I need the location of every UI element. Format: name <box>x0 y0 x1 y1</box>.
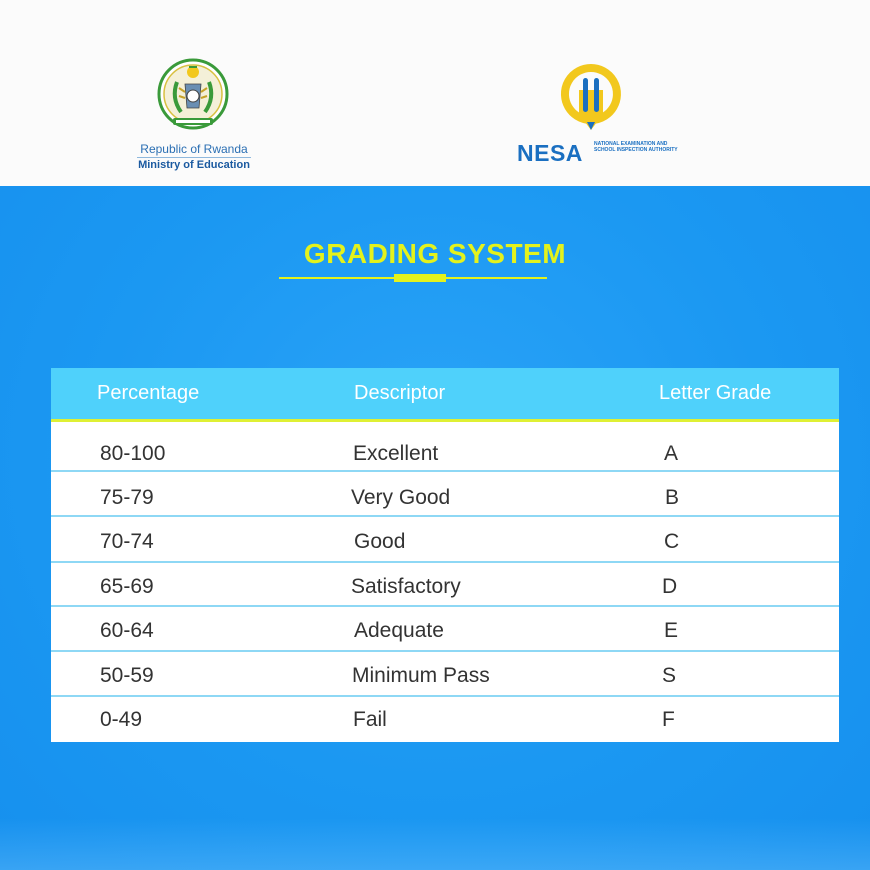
grade-cell: E <box>664 619 679 642</box>
descriptor-cell: Fail <box>353 708 387 731</box>
table-row <box>51 431 839 475</box>
table-header <box>51 368 839 419</box>
table-row <box>51 564 839 608</box>
descriptor-cell: Good <box>354 530 406 553</box>
nesa-full-name: NATIONAL EXAMINATION AND SCHOOL INSPECTION AUTHORITY <box>594 141 678 153</box>
row-divider <box>51 561 839 563</box>
descriptor-cell: Minimum Pass <box>352 664 490 687</box>
percentage-cell: 65-69 <box>100 575 154 598</box>
percentage-cell: 80-100 <box>100 442 166 465</box>
row-divider <box>51 605 839 607</box>
nesa-pen-icon <box>559 64 623 140</box>
header-letter-grade: Letter Grade <box>659 382 772 404</box>
table-row <box>51 608 839 652</box>
grade-cell: S <box>662 664 677 687</box>
page-title: GRADING SYSTEM <box>303 238 567 269</box>
percentage-cell: 0-49 <box>100 708 143 731</box>
descriptor-cell: Adequate <box>354 619 444 642</box>
ministry-of-education-label: Ministry of Education <box>138 159 250 171</box>
grade-cell: D <box>662 575 678 598</box>
table-row <box>51 475 839 519</box>
header-band <box>0 0 870 186</box>
logo-divider <box>137 157 251 158</box>
grade-cell: C <box>664 530 680 553</box>
nesa-logo <box>517 64 677 164</box>
percentage-cell: 60-64 <box>100 619 154 642</box>
table-row <box>51 697 839 741</box>
descriptor-cell: Very Good <box>351 486 451 509</box>
table-row <box>51 519 839 563</box>
percentage-cell: 70-74 <box>100 530 154 553</box>
percentage-cell: 50-59 <box>100 664 154 687</box>
ministry-logo <box>135 58 253 173</box>
nesa-wordmark: NESA <box>517 140 583 166</box>
table-row <box>51 653 839 697</box>
grade-cell: F <box>662 708 675 731</box>
grading-table <box>51 368 839 742</box>
row-divider <box>51 515 839 517</box>
header-underline <box>51 419 839 422</box>
grade-cell: B <box>665 486 680 509</box>
grade-cell: A <box>664 442 679 465</box>
rwanda-coat-of-arms-icon <box>157 58 229 136</box>
descriptor-cell: Excellent <box>353 442 439 465</box>
republic-of-rwanda-label: Republic of Rwanda <box>140 142 248 156</box>
header-percentage: Percentage <box>97 382 200 404</box>
row-divider <box>51 650 839 652</box>
percentage-cell: 75-79 <box>100 486 154 509</box>
descriptor-cell: Satisfactory <box>351 575 461 598</box>
header-descriptor: Descriptor <box>354 382 446 404</box>
title-underline-accent <box>394 274 446 282</box>
row-divider <box>51 470 839 472</box>
